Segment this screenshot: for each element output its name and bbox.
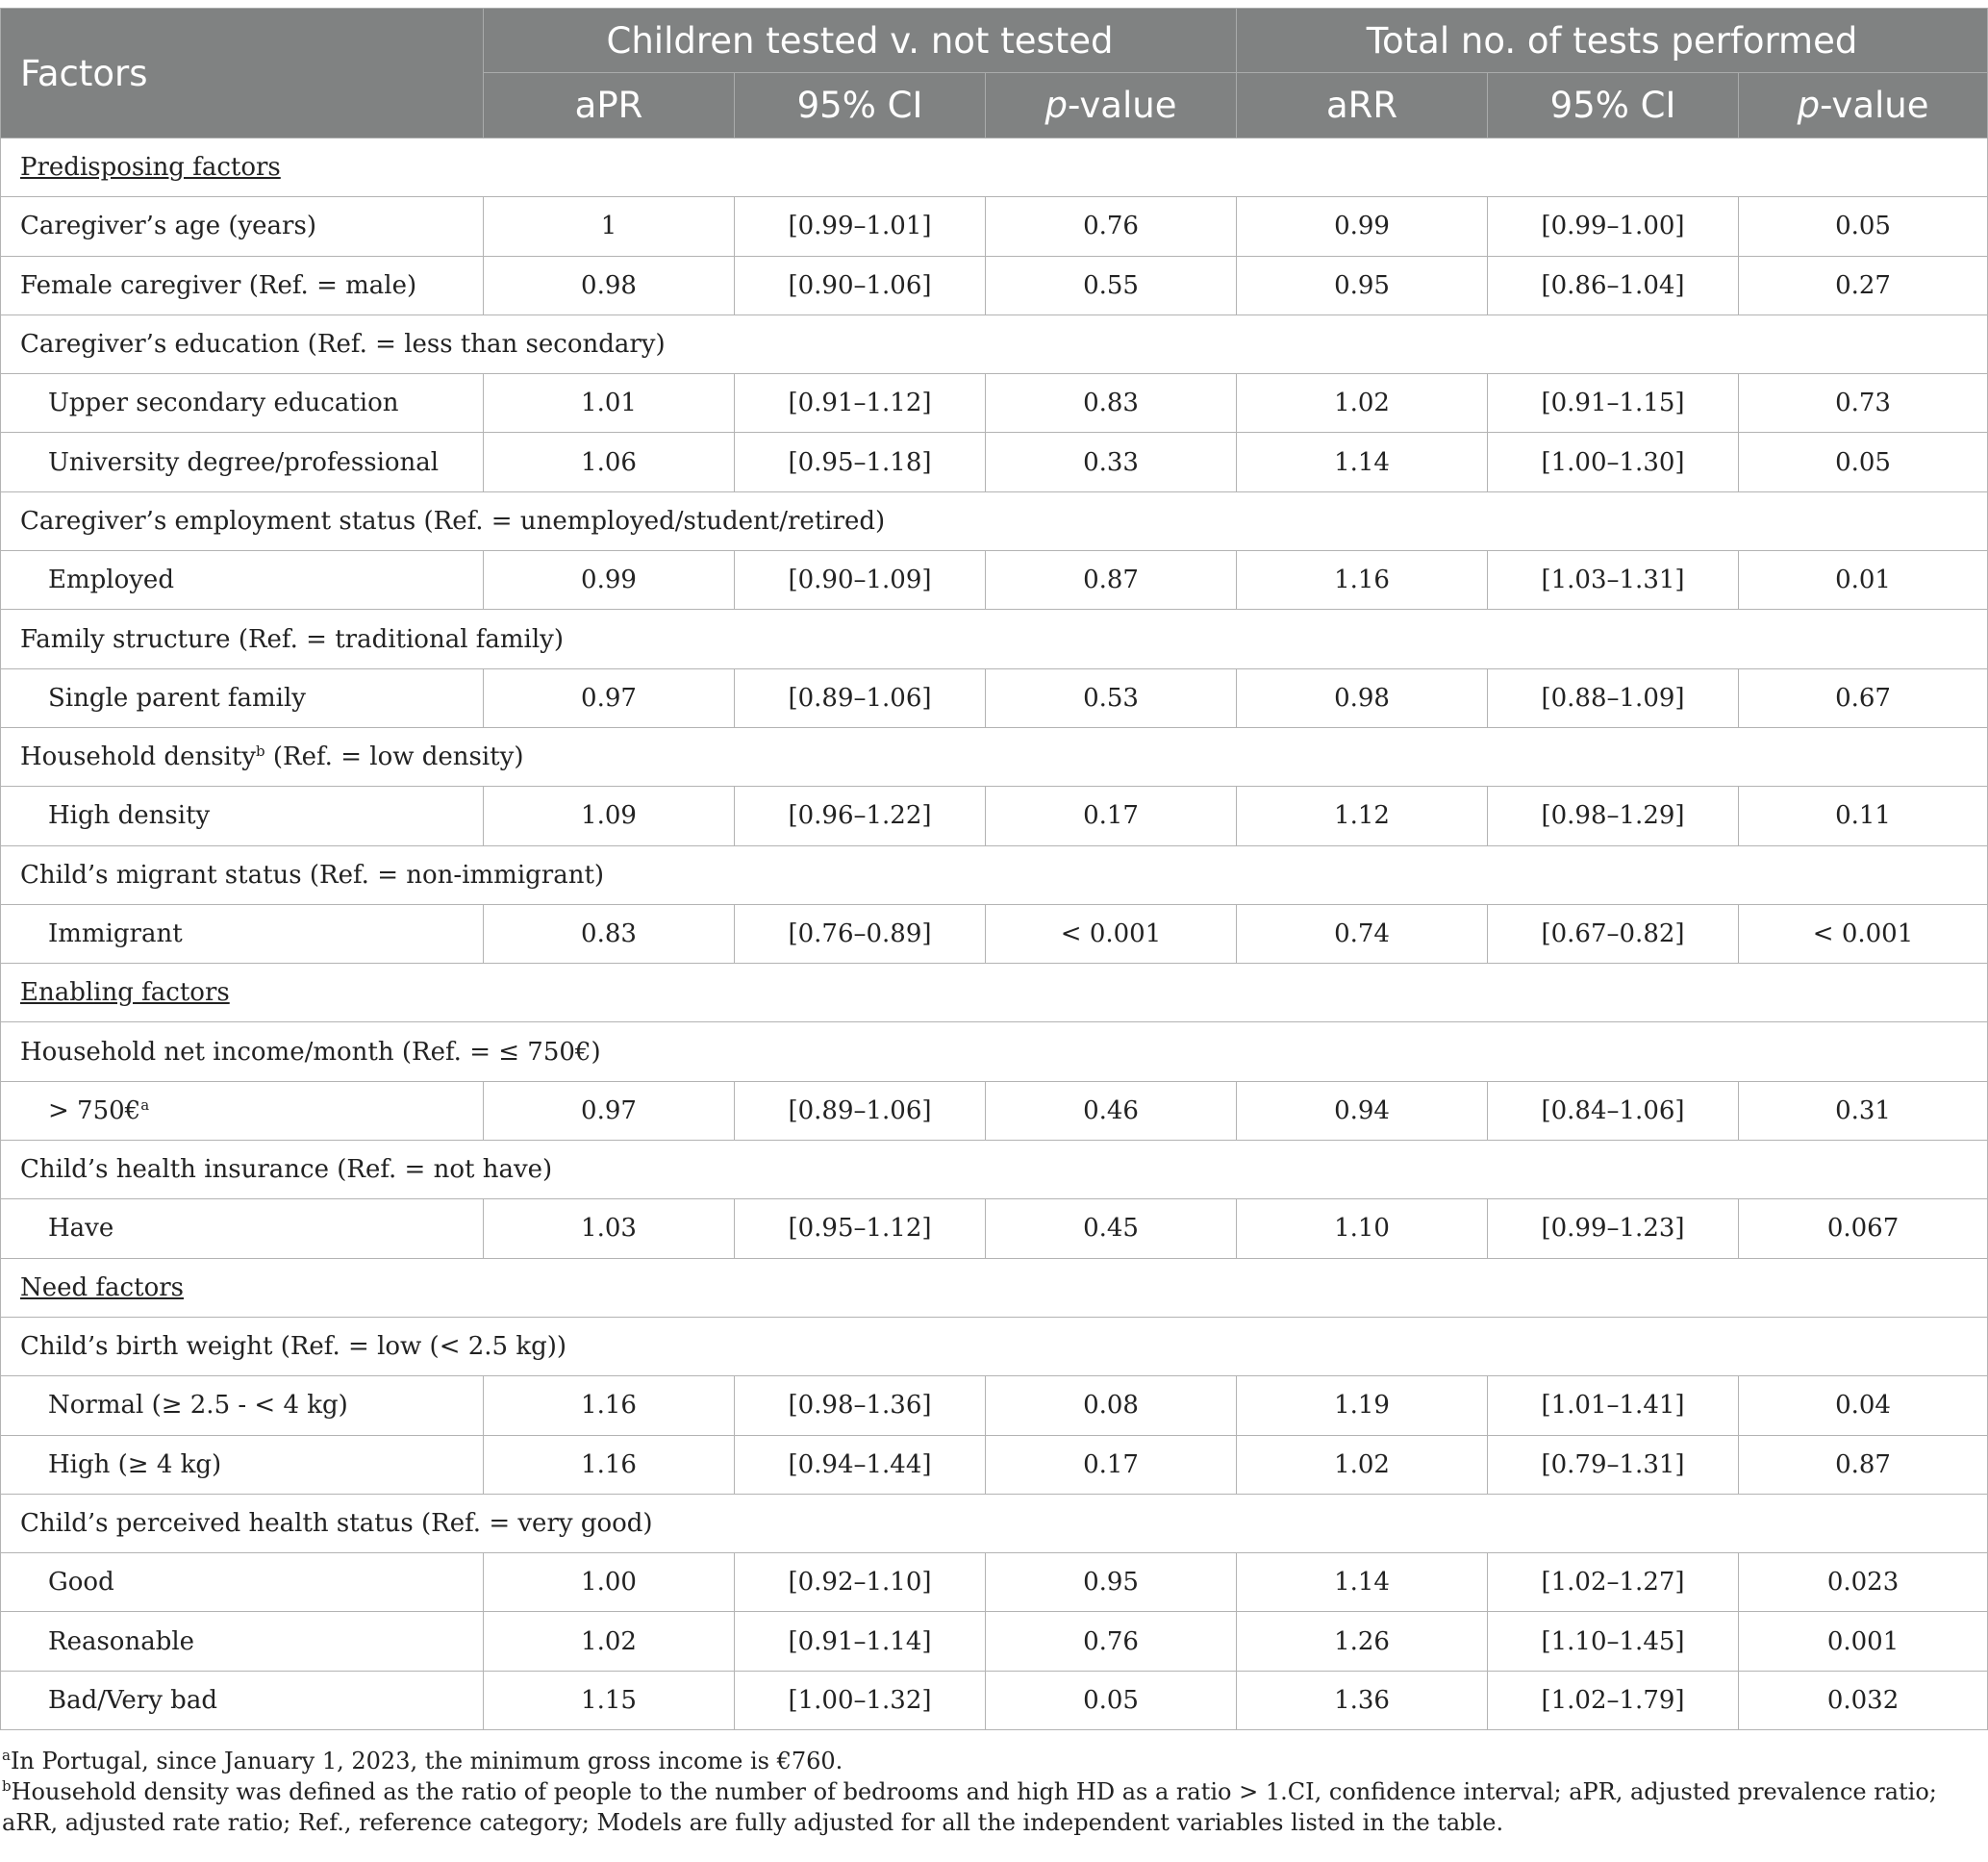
table-row [1,904,1988,963]
table-row [1,433,1988,491]
group-label: Child’s migrant status (Ref. = non-immigrant) [1,845,1988,904]
cell-ci-2: [0.98–1.29] [1488,787,1739,845]
row-label: Immigrant [1,904,484,963]
group-label: Family structure (Ref. = traditional family) [1,610,1988,668]
group-row [1,1317,1988,1375]
cell-ci-2: [1.00–1.30] [1488,433,1739,491]
cell-ci-2: [0.86–1.04] [1488,256,1739,315]
footnote-a-text: In Portugal, since January 1, 2023, the minimum gross income is €760. [10,1748,843,1774]
cell-ci-2: [1.02–1.27] [1488,1553,1739,1612]
footnote-b-text: Household density was defined as the ratio of people to the number of bedrooms and high HD as a ratio > 1.CI, confidence interval; aPR, adjusted prevalence ratio; aRR, adjusted rate ratio; Ref., reference category; Models are fully adjusted for all the independent variables listed in the table. [2,1778,1937,1836]
row-label: University degree/professional [1,433,484,491]
group-row [1,610,1988,668]
section-need: Need factors [1,1258,1988,1317]
group-label: Household net income/month (Ref. = ≤ 750€) [1,1022,1988,1081]
table-body [1,138,1988,1730]
cell-apr: 0.98 [484,256,735,315]
table-row [1,787,1988,845]
header-pvalue-1-rest: -value [1068,85,1177,126]
cell-apr: 1.15 [484,1671,735,1729]
cell-pvalue-1: 0.45 [986,1199,1237,1258]
cell-pvalue-2: 0.067 [1739,1199,1988,1258]
cell-arr: 1.19 [1237,1376,1488,1435]
row-label: Good [1,1553,484,1612]
row-label [1,1081,484,1140]
cell-pvalue-1: 0.76 [986,1612,1237,1671]
cell-arr: 1.14 [1237,433,1488,491]
row-label: Reasonable [1,1612,484,1671]
cell-pvalue-2: < 0.001 [1739,904,1988,963]
cell-arr: 0.94 [1237,1081,1488,1140]
cell-pvalue-1: 0.76 [986,197,1237,256]
table-row [1,1376,1988,1435]
row-label: Bad/Very bad [1,1671,484,1729]
cell-ci-1: [0.91–1.12] [735,374,986,433]
cell-pvalue-2: 0.27 [1739,256,1988,315]
table-row [1,256,1988,315]
cell-pvalue-2: 0.11 [1739,787,1988,845]
row-label: Normal (≥ 2.5 - < 4 kg) [1,1376,484,1435]
cell-pvalue-1: 0.83 [986,374,1237,433]
cell-arr: 0.74 [1237,904,1488,963]
group-row [1,491,1988,550]
header-arr: aRR [1237,73,1488,138]
group-label: Child’s birth weight (Ref. = low (< 2.5 kg)) [1,1317,1988,1375]
cell-pvalue-2: 0.67 [1739,668,1988,727]
header-pvalue-2-rest: -value [1820,85,1929,126]
cell-apr: 1.03 [484,1199,735,1258]
section-row [1,138,1988,197]
cell-pvalue-1: 0.17 [986,1435,1237,1494]
cell-pvalue-2: 0.05 [1739,433,1988,491]
table-footnotes [2,1746,1983,1838]
table-row [1,197,1988,256]
table-row [1,551,1988,610]
cell-ci-2: [0.84–1.06] [1488,1081,1739,1140]
footnote-b [2,1776,1983,1838]
group-row [1,1022,1988,1081]
cell-arr: 1.26 [1237,1612,1488,1671]
cell-apr: 1.00 [484,1553,735,1612]
row-label: Employed [1,551,484,610]
cell-ci-2: [0.88–1.09] [1488,668,1739,727]
footnote-a [2,1746,1983,1776]
cell-pvalue-2: 0.87 [1739,1435,1988,1494]
table-row [1,1199,1988,1258]
cell-ci-1: [0.99–1.01] [735,197,986,256]
group-label-household-density [1,727,1988,786]
group-row [1,1494,1988,1552]
cell-arr: 0.95 [1237,256,1488,315]
cell-arr: 1.10 [1237,1199,1488,1258]
cell-pvalue-1: 0.08 [986,1376,1237,1435]
cell-pvalue-1: 0.17 [986,787,1237,845]
section-enabling: Enabling factors [1,964,1988,1022]
cell-arr: 0.99 [1237,197,1488,256]
cell-ci-1: [0.91–1.14] [735,1612,986,1671]
results-table-container [0,8,1988,1730]
header-row-groups [1,9,1988,73]
row-label: Caregiver’s age (years) [1,197,484,256]
cell-ci-1: [0.98–1.36] [735,1376,986,1435]
section-predisposing: Predisposing factors [1,138,1988,197]
table-row [1,1081,1988,1140]
cell-arr: 1.14 [1237,1553,1488,1612]
cell-apr: 1.01 [484,374,735,433]
group-label-a: Household density [20,742,256,772]
cell-pvalue-2: 0.032 [1739,1671,1988,1729]
cell-pvalue-2: 0.73 [1739,374,1988,433]
cell-pvalue-2: 0.023 [1739,1553,1988,1612]
group-label: Caregiver’s employment status (Ref. = unemployed/student/retired) [1,491,1988,550]
cell-ci-1: [0.96–1.22] [735,787,986,845]
group-row [1,727,1988,786]
cell-ci-2: [1.02–1.79] [1488,1671,1739,1729]
cell-arr: 1.12 [1237,787,1488,845]
results-table [0,8,1988,1730]
cell-apr: 1 [484,197,735,256]
cell-ci-1: [0.94–1.44] [735,1435,986,1494]
cell-pvalue-1: 0.87 [986,551,1237,610]
cell-pvalue-1: 0.53 [986,668,1237,727]
cell-apr: 0.83 [484,904,735,963]
cell-arr: 1.16 [1237,551,1488,610]
row-label: Female caregiver (Ref. = male) [1,256,484,315]
cell-ci-2: [0.91–1.15] [1488,374,1739,433]
row-label-text: > 750€ [48,1095,141,1125]
cell-apr: 1.09 [484,787,735,845]
cell-apr: 1.16 [484,1435,735,1494]
table-row [1,1553,1988,1612]
cell-pvalue-2: 0.31 [1739,1081,1988,1140]
cell-ci-1: [0.95–1.12] [735,1199,986,1258]
row-label: High density [1,787,484,845]
group-label-b: (Ref. = low density) [264,742,524,772]
cell-pvalue-1: 0.95 [986,1553,1237,1612]
cell-ci-1: [0.89–1.06] [735,1081,986,1140]
cell-arr: 1.36 [1237,1671,1488,1729]
cell-ci-1: [0.90–1.09] [735,551,986,610]
footnote-a-mark: a [2,1747,11,1764]
cell-ci-2: [1.10–1.45] [1488,1612,1739,1671]
cell-apr: 1.02 [484,1612,735,1671]
header-group-total-tests: Total no. of tests performed [1237,9,1988,73]
row-label: High (≥ 4 kg) [1,1435,484,1494]
header-pvalue-1 [986,73,1237,138]
cell-arr: 1.02 [1237,1435,1488,1494]
cell-pvalue-2: 0.05 [1739,197,1988,256]
table-header [1,9,1988,138]
cell-pvalue-1: 0.05 [986,1671,1237,1729]
header-pvalue-1-italic: p [1044,85,1069,126]
row-label: Have [1,1199,484,1258]
header-factors: Factors [1,9,484,138]
cell-ci-2: [1.03–1.31] [1488,551,1739,610]
cell-ci-2: [0.99–1.23] [1488,1199,1739,1258]
cell-arr: 0.98 [1237,668,1488,727]
cell-ci-1: [0.95–1.18] [735,433,986,491]
cell-apr: 0.99 [484,551,735,610]
group-row [1,845,1988,904]
section-row [1,1258,1988,1317]
cell-apr: 0.97 [484,1081,735,1140]
group-label: Child’s perceived health status (Ref. = very good) [1,1494,1988,1552]
group-row [1,315,1988,373]
header-pvalue-2 [1739,73,1988,138]
row-label: Single parent family [1,668,484,727]
cell-ci-1: [0.76–0.89] [735,904,986,963]
table-row [1,668,1988,727]
cell-apr: 1.16 [484,1376,735,1435]
header-apr: aPR [484,73,735,138]
cell-ci-2: [0.99–1.00] [1488,197,1739,256]
cell-pvalue-1: 0.33 [986,433,1237,491]
row-label: Upper secondary education [1,374,484,433]
cell-arr: 1.02 [1237,374,1488,433]
header-pvalue-2-italic: p [1797,85,1821,126]
group-row [1,1141,1988,1199]
header-ci-2: 95% CI [1488,73,1739,138]
cell-pvalue-1: < 0.001 [986,904,1237,963]
group-label: Child’s health insurance (Ref. = not have) [1,1141,1988,1199]
cell-pvalue-2: 0.01 [1739,551,1988,610]
footnote-marker-a: a [140,1095,150,1114]
cell-pvalue-2: 0.001 [1739,1612,1988,1671]
cell-ci-1: [0.89–1.06] [735,668,986,727]
cell-ci-1: [1.00–1.32] [735,1671,986,1729]
cell-pvalue-1: 0.46 [986,1081,1237,1140]
group-label: Caregiver’s education (Ref. = less than secondary) [1,315,1988,373]
cell-ci-1: [0.90–1.06] [735,256,986,315]
table-row [1,1435,1988,1494]
header-group-children-tested: Children tested v. not tested [484,9,1237,73]
table-row [1,1612,1988,1671]
cell-apr: 1.06 [484,433,735,491]
section-row [1,964,1988,1022]
footnote-b-mark: b [2,1777,12,1795]
cell-pvalue-2: 0.04 [1739,1376,1988,1435]
cell-ci-2: [0.67–0.82] [1488,904,1739,963]
header-ci-1: 95% CI [735,73,986,138]
cell-ci-2: [1.01–1.41] [1488,1376,1739,1435]
table-row [1,1671,1988,1729]
cell-pvalue-1: 0.55 [986,256,1237,315]
cell-ci-2: [0.79–1.31] [1488,1435,1739,1494]
cell-ci-1: [0.92–1.10] [735,1553,986,1612]
cell-apr: 0.97 [484,668,735,727]
footnote-marker-b: b [256,742,265,761]
table-row [1,374,1988,433]
